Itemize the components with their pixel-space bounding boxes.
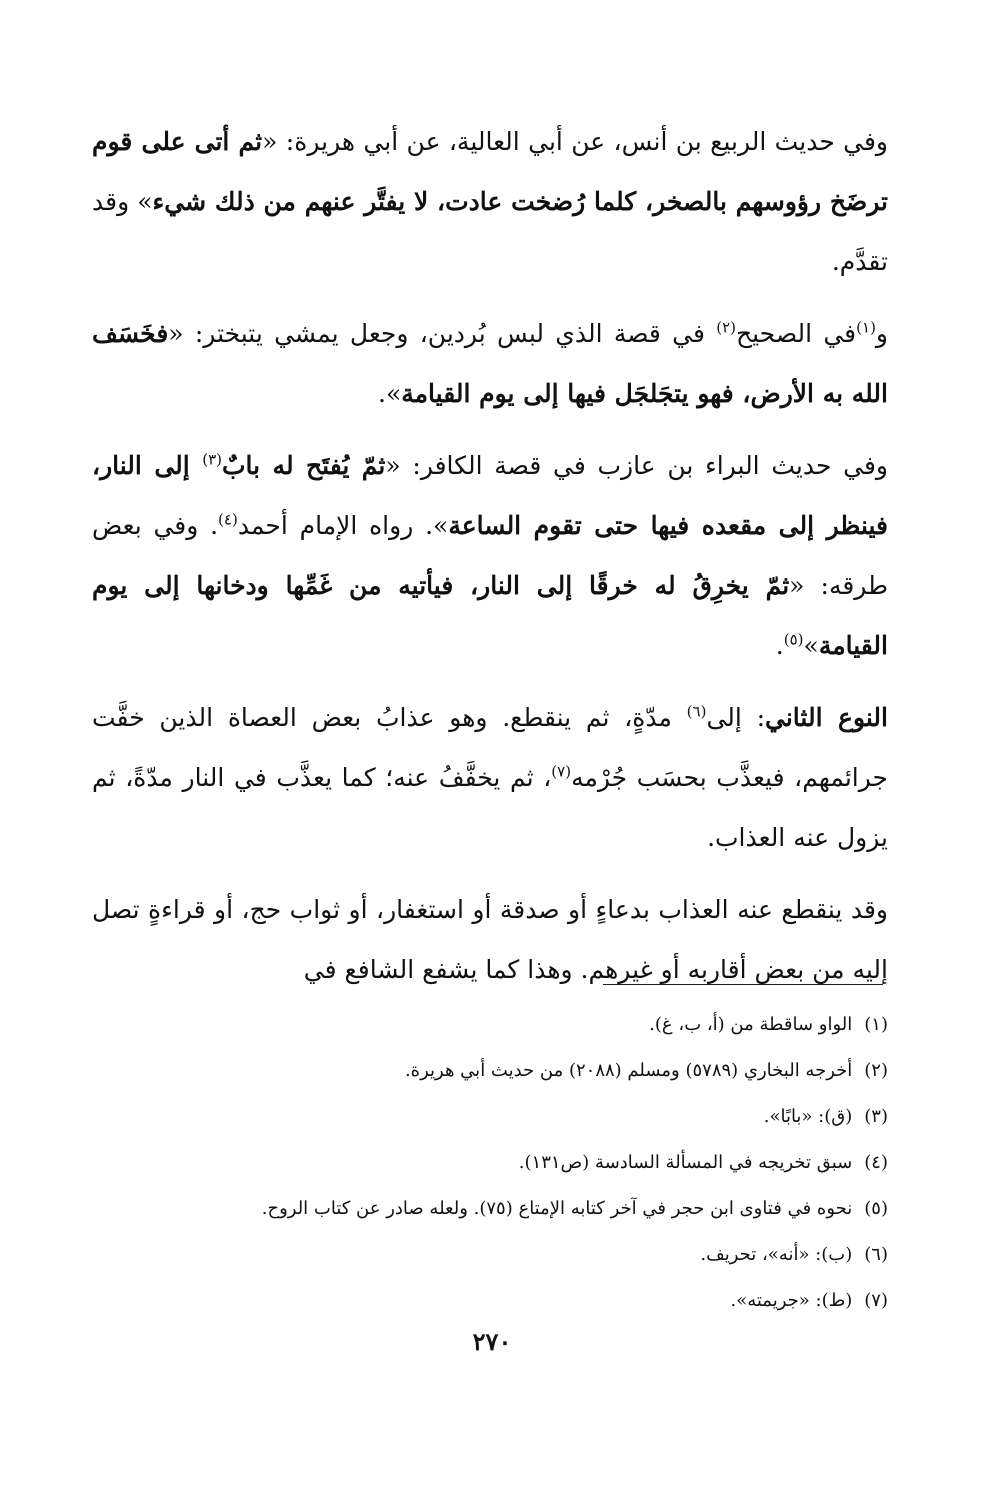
text-run: ، ثم يخفَّفُ عنه؛ كما يعذَّب في النار مدّةً، ثم يزول عنه العذاب. bbox=[92, 763, 888, 852]
footnote-ref: (٤) bbox=[218, 510, 238, 529]
footnote-ref: (٥) bbox=[783, 630, 804, 649]
text-run: مدّةٍ، ثم ينقطع. وهو عذابُ بعض العصاة الذين خفَّت جرائمهم، فيعذَّب بحسَب جُرْمه bbox=[92, 703, 888, 792]
footnote-number: (٢) bbox=[864, 1060, 888, 1081]
text-run: وقد ينقطع عنه العذاب بدعاءٍ أو صدقة أو استغفار، أو ثواب حج، أو قراءةٍ تصل إليه من بعض أقاربه أو غيرهم. وهذا كما يشفع الشافع في bbox=[92, 895, 888, 984]
footnote-item bbox=[80, 1094, 888, 1140]
footnote-item bbox=[80, 1186, 888, 1232]
footnote-item bbox=[80, 1278, 888, 1324]
text-run: : إلى bbox=[706, 703, 766, 732]
footnote-number: (٧) bbox=[864, 1290, 888, 1311]
text-run: » bbox=[803, 631, 819, 660]
text-run: » وقد تقدَّم. bbox=[92, 187, 888, 276]
footnote-item bbox=[80, 1048, 888, 1094]
footnote-text: (ق): «بابًا». bbox=[763, 1106, 853, 1127]
text-run: في قصة الذي لبس بُردين، وجعل يمشي يتبختر: « bbox=[168, 319, 717, 348]
footnote-text: الواو ساقطة من (أ، ب، غ). bbox=[649, 1014, 853, 1035]
section-heading: النوع الثاني bbox=[765, 703, 888, 732]
text-run: وفي حديث الربيع بن أنس، عن أبي العالية، عن أبي هريرة: « bbox=[262, 127, 889, 156]
footnote-number: (٥) bbox=[864, 1198, 888, 1219]
footnote-number: (١) bbox=[864, 1014, 888, 1035]
footnote-ref: (٣) bbox=[202, 450, 222, 469]
footnote-ref: (٧) bbox=[551, 762, 572, 781]
paragraph-4 bbox=[92, 688, 888, 868]
main-text bbox=[92, 112, 888, 1012]
footnote-text: (ط): «جريمته». bbox=[730, 1290, 853, 1311]
footnote-text: نحوه في فتاوى ابن حجر في آخر كتابه الإمتاع (٧٥). ولعله صادر عن كتاب الروح. bbox=[261, 1198, 853, 1219]
text-run: ». رواه الإمام أحمد bbox=[237, 511, 449, 540]
footnote-text: (ب): «أنه»، تحريف. bbox=[700, 1244, 853, 1265]
footnote-separator bbox=[603, 984, 883, 985]
paragraph-2 bbox=[92, 304, 888, 424]
hadith-quote: إلى النار، فينظر إلى مقعده فيها حتى تقوم الساعة bbox=[92, 451, 888, 540]
paragraph-5 bbox=[92, 880, 888, 1000]
footnote-ref: (١) bbox=[856, 318, 876, 337]
footnote-number: (٦) bbox=[864, 1244, 888, 1265]
paragraph-3 bbox=[92, 436, 888, 676]
footnote-item bbox=[80, 1002, 888, 1048]
footnote-number: (٤) bbox=[864, 1152, 888, 1173]
footnote-item bbox=[80, 1232, 888, 1278]
hadith-quote: ثمّ يخرِقُ له خرقًا إلى النار، فيأتيه من غَمِّها ودخانها إلى يوم القيامة bbox=[92, 571, 888, 660]
text-run: في الصحيح bbox=[736, 319, 857, 348]
footnote-ref: (٦) bbox=[686, 702, 707, 721]
page-number: ٢٧٠ bbox=[472, 1327, 512, 1356]
footnote-text: أخرجه البخاري (٥٧٨٩) ومسلم (٢٠٨٨) من حديث أبي هريرة. bbox=[404, 1060, 853, 1081]
text-run: ». bbox=[378, 379, 402, 408]
text-run: وفي حديث البراء بن عازب في قصة الكافر: « bbox=[385, 451, 888, 480]
text-run: و bbox=[875, 319, 888, 348]
text-run: . bbox=[775, 631, 784, 660]
footnote-ref: (٢) bbox=[716, 318, 736, 337]
hadith-quote: ثمّ يُفتَح له بابٌ bbox=[221, 451, 386, 480]
hadith-quote: ثم أتى على قوم ترضَخ رؤوسهم بالصخر، كلما رُضخت عادت، لا يفتَّر عنهم من ذلك شيء bbox=[92, 127, 889, 216]
footnote-text: سبق تخريجه في المسألة السادسة (ص١٣١). bbox=[518, 1152, 853, 1173]
text-run: . وفي بعض طرقه: « bbox=[92, 511, 888, 600]
hadith-quote: فخَسَف الله به الأرض، فهو يتجَلجَل فيها إلى يوم القيامة bbox=[92, 319, 888, 408]
footnote-item bbox=[80, 1140, 888, 1186]
footnote-number: (٣) bbox=[864, 1106, 888, 1127]
paragraph-1 bbox=[92, 112, 888, 292]
footnotes bbox=[80, 1002, 888, 1324]
